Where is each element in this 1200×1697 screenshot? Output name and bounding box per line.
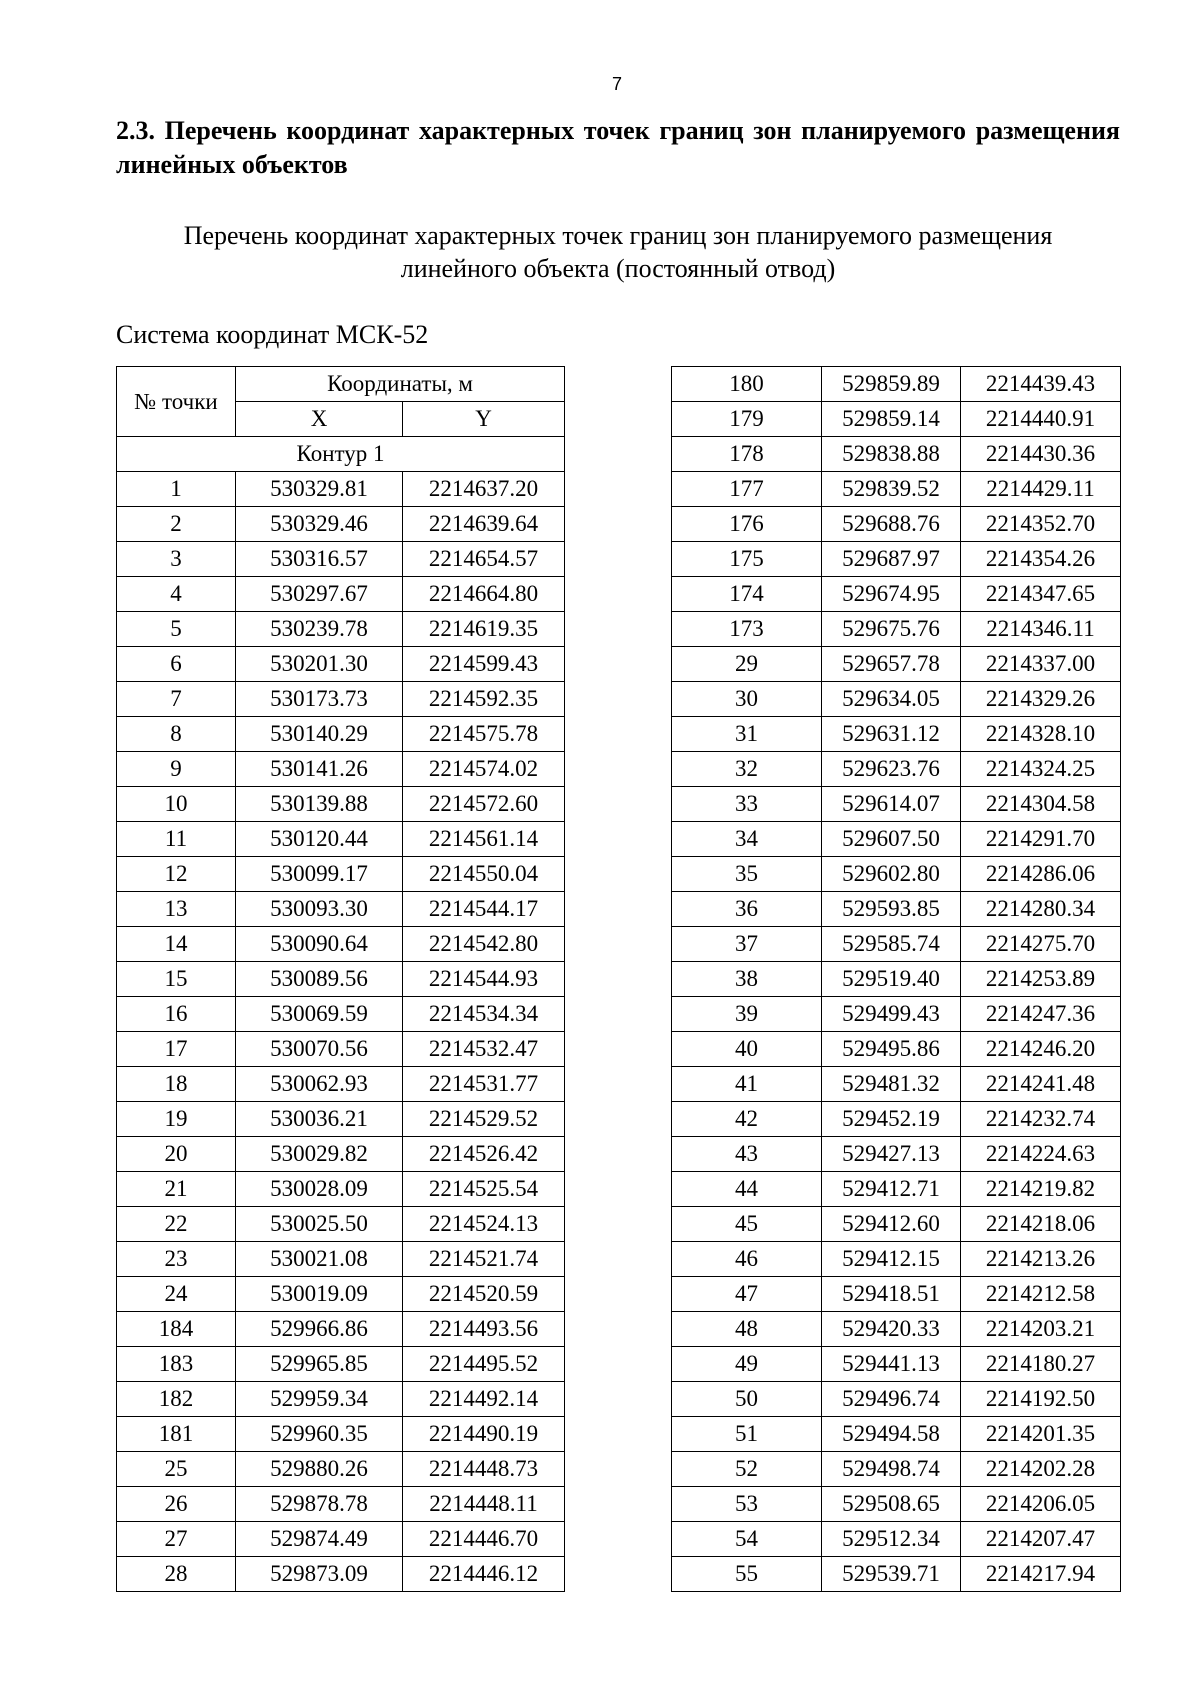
y-coordinate-cell: 2214448.11 [403,1487,565,1522]
y-coordinate-cell: 2214525.54 [403,1172,565,1207]
x-coordinate-cell: 530099.17 [236,857,403,892]
x-coordinate-cell: 529508.65 [822,1487,961,1522]
table-row [672,1487,1121,1522]
point-number-cell: 55 [672,1557,822,1592]
y-coordinate-cell: 2214492.14 [403,1382,565,1417]
table-row [117,962,565,997]
table-row [672,892,1121,927]
table-row [672,437,1121,472]
y-coordinate-cell: 2214664.80 [403,577,565,612]
x-coordinate-cell: 529623.76 [822,752,961,787]
table-row [672,857,1121,892]
x-coordinate-cell: 529602.80 [822,857,961,892]
y-coordinate-cell: 2214448.73 [403,1452,565,1487]
contour-label: Контур 1 [117,437,565,472]
y-coordinate-cell: 2214524.13 [403,1207,565,1242]
y-coordinate-cell: 2214217.94 [961,1557,1121,1592]
y-coordinate-cell: 2214619.35 [403,612,565,647]
table-row [672,997,1121,1032]
y-coordinate-cell: 2214275.70 [961,927,1121,962]
x-coordinate-cell: 529675.76 [822,612,961,647]
table-row [117,752,565,787]
x-coordinate-cell: 530036.21 [236,1102,403,1137]
y-coordinate-cell: 2214202.28 [961,1452,1121,1487]
x-coordinate-cell: 529878.78 [236,1487,403,1522]
table-row [672,1207,1121,1242]
y-coordinate-cell: 2214637.20 [403,472,565,507]
x-coordinate-cell: 529495.86 [822,1032,961,1067]
x-coordinate-cell: 530093.30 [236,892,403,927]
point-number-cell: 179 [672,402,822,437]
table-row [672,577,1121,612]
table-row [672,1347,1121,1382]
point-number-cell: 41 [672,1067,822,1102]
table-row [117,577,565,612]
y-coordinate-cell: 2214347.65 [961,577,1121,612]
x-coordinate-cell: 530316.57 [236,542,403,577]
table-row [117,682,565,717]
table-row [117,927,565,962]
y-coordinate-cell: 2214206.05 [961,1487,1121,1522]
x-coordinate-cell: 530140.29 [236,717,403,752]
x-coordinate-cell: 530025.50 [236,1207,403,1242]
y-coordinate-cell: 2214253.89 [961,962,1121,997]
x-coordinate-cell: 529412.71 [822,1172,961,1207]
table-row [672,1067,1121,1102]
point-number-cell: 42 [672,1102,822,1137]
x-coordinate-cell: 529412.15 [822,1242,961,1277]
table-row [117,507,565,542]
x-coordinate-cell: 530297.67 [236,577,403,612]
table-row [672,1277,1121,1312]
y-coordinate-cell: 2214654.57 [403,542,565,577]
coordinates-table-left [116,366,565,1592]
point-number-cell: 33 [672,787,822,822]
point-number-cell: 2 [117,507,236,542]
y-coordinate-cell: 2214532.47 [403,1032,565,1067]
table-row [672,822,1121,857]
x-coordinate-cell: 529607.50 [822,822,961,857]
point-number-cell: 44 [672,1172,822,1207]
y-coordinate-cell: 2214247.36 [961,997,1121,1032]
table-row [117,787,565,822]
x-coordinate-cell: 529965.85 [236,1347,403,1382]
x-coordinate-cell: 530090.64 [236,927,403,962]
table-row [117,1487,565,1522]
point-number-cell: 7 [117,682,236,717]
y-coordinate-cell: 2214544.17 [403,892,565,927]
coordinate-system-label: Система координат МСК-52 [116,320,429,349]
table-row [672,1312,1121,1347]
y-coordinate-cell: 2214213.26 [961,1242,1121,1277]
y-coordinate-cell: 2214207.47 [961,1522,1121,1557]
y-coordinate-cell: 2214599.43 [403,647,565,682]
point-number-cell: 5 [117,612,236,647]
table-row [672,1557,1121,1592]
y-coordinate-cell: 2214232.74 [961,1102,1121,1137]
x-coordinate-cell: 529966.86 [236,1312,403,1347]
table-caption-line-2: линейного объекта (постоянный отвод) [400,254,836,283]
point-number-cell: 39 [672,997,822,1032]
y-coordinate-cell: 2214328.10 [961,717,1121,752]
point-number-cell: 48 [672,1312,822,1347]
x-coordinate-cell: 529859.89 [822,367,961,402]
table-row [672,367,1121,402]
point-number-cell: 43 [672,1137,822,1172]
y-coordinate-cell: 2214561.14 [403,822,565,857]
y-coordinate-cell: 2214304.58 [961,787,1121,822]
point-number-cell: 176 [672,507,822,542]
table-row [672,752,1121,787]
point-number-cell: 53 [672,1487,822,1522]
table-row [117,1312,565,1347]
point-number-cell: 180 [672,367,822,402]
point-number-cell: 183 [117,1347,236,1382]
table-row [672,1452,1121,1487]
point-number-cell: 24 [117,1277,236,1312]
point-number-cell: 36 [672,892,822,927]
coordinates-table-right [671,366,1121,1592]
point-number-cell: 12 [117,857,236,892]
x-coordinate-cell: 529960.35 [236,1417,403,1452]
table-row [117,892,565,927]
point-number-cell: 46 [672,1242,822,1277]
point-number-cell: 181 [117,1417,236,1452]
x-coordinate-cell: 530070.56 [236,1032,403,1067]
x-coordinate-cell: 529614.07 [822,787,961,822]
table-row [672,402,1121,437]
point-number-cell: 173 [672,612,822,647]
point-number-cell: 3 [117,542,236,577]
section-title: 2.3. Перечень координат характерных точек границ зон планируемого размещения линейных объектов [116,116,1120,179]
point-number-cell: 52 [672,1452,822,1487]
table-row [672,717,1121,752]
y-coordinate-cell: 2214544.93 [403,962,565,997]
point-number-cell: 10 [117,787,236,822]
table-row [117,1347,565,1382]
point-number-cell: 182 [117,1382,236,1417]
y-coordinate-cell: 2214440.91 [961,402,1121,437]
y-coordinate-cell: 2214280.34 [961,892,1121,927]
x-coordinate-cell: 529657.78 [822,647,961,682]
x-coordinate-cell: 529874.49 [236,1522,403,1557]
table-row [117,1382,565,1417]
point-number-cell: 11 [117,822,236,857]
table-row [117,857,565,892]
point-number-cell: 26 [117,1487,236,1522]
table-row [672,1522,1121,1557]
y-coordinate-cell: 2214241.48 [961,1067,1121,1102]
table-row [117,1452,565,1487]
x-coordinate-cell: 529499.43 [822,997,961,1032]
x-coordinate-cell: 529539.71 [822,1557,961,1592]
x-coordinate-cell: 529634.05 [822,682,961,717]
x-coordinate-cell: 529585.74 [822,927,961,962]
table-row [117,1242,565,1277]
y-coordinate-cell: 2214201.35 [961,1417,1121,1452]
point-number-cell: 4 [117,577,236,612]
x-coordinate-cell: 529512.34 [822,1522,961,1557]
point-number-cell: 54 [672,1522,822,1557]
y-coordinate-cell: 2214219.82 [961,1172,1121,1207]
x-coordinate-cell: 529859.14 [822,402,961,437]
point-number-cell: 38 [672,962,822,997]
point-number-cell: 27 [117,1522,236,1557]
x-coordinate-cell: 529519.40 [822,962,961,997]
point-number-cell: 177 [672,472,822,507]
x-coordinate-cell: 529494.58 [822,1417,961,1452]
point-number-cell: 25 [117,1452,236,1487]
point-number-cell: 50 [672,1382,822,1417]
y-coordinate-cell: 2214446.70 [403,1522,565,1557]
point-number-cell: 32 [672,752,822,787]
y-coordinate-cell: 2214224.63 [961,1137,1121,1172]
point-number-cell: 13 [117,892,236,927]
table-caption [116,219,1120,285]
y-coordinate-cell: 2214192.50 [961,1382,1121,1417]
point-number-cell: 19 [117,1102,236,1137]
y-coordinate-cell: 2214203.21 [961,1312,1121,1347]
x-coordinate-cell: 529481.32 [822,1067,961,1102]
x-coordinate-cell: 529674.95 [822,577,961,612]
table-row [117,1067,565,1102]
y-coordinate-cell: 2214352.70 [961,507,1121,542]
left-table-body [117,472,565,1592]
x-coordinate-cell: 530173.73 [236,682,403,717]
table-row [672,1032,1121,1067]
x-coordinate-cell: 530139.88 [236,787,403,822]
y-coordinate-cell: 2214521.74 [403,1242,565,1277]
point-number-cell: 51 [672,1417,822,1452]
y-coordinate-cell: 2214574.02 [403,752,565,787]
table-row [117,717,565,752]
y-coordinate-cell: 2214346.11 [961,612,1121,647]
point-number-cell: 47 [672,1277,822,1312]
table-row [672,1137,1121,1172]
table-row [117,1277,565,1312]
y-coordinate-cell: 2214639.64 [403,507,565,542]
table-row [117,1172,565,1207]
x-coordinate-cell: 530239.78 [236,612,403,647]
point-number-cell: 9 [117,752,236,787]
y-coordinate-cell: 2214329.26 [961,682,1121,717]
x-coordinate-cell: 530329.81 [236,472,403,507]
table-row [117,1522,565,1557]
y-coordinate-cell: 2214550.04 [403,857,565,892]
contour-row [117,437,565,472]
header-row [117,367,565,402]
y-coordinate-cell: 2214490.19 [403,1417,565,1452]
y-coordinate-cell: 2214324.25 [961,752,1121,787]
y-coordinate-cell: 2214291.70 [961,822,1121,857]
x-coordinate-cell: 529839.52 [822,472,961,507]
table-row [117,647,565,682]
table-row [117,1032,565,1067]
point-number-cell: 14 [117,927,236,962]
x-coordinate-cell: 529420.33 [822,1312,961,1347]
y-coordinate-cell: 2214286.06 [961,857,1121,892]
point-number-cell: 23 [117,1242,236,1277]
x-coordinate-cell: 529880.26 [236,1452,403,1487]
x-coordinate-cell: 529631.12 [822,717,961,752]
table-row [672,542,1121,577]
x-coordinate-cell: 529593.85 [822,892,961,927]
x-coordinate-cell: 530069.59 [236,997,403,1032]
y-coordinate-cell: 2214337.00 [961,647,1121,682]
y-header: Y [403,402,565,437]
x-coordinate-cell: 530141.26 [236,752,403,787]
y-coordinate-cell: 2214495.52 [403,1347,565,1382]
point-number-cell: 35 [672,857,822,892]
table-row [117,1207,565,1242]
y-coordinate-cell: 2214592.35 [403,682,565,717]
y-coordinate-cell: 2214180.27 [961,1347,1121,1382]
y-coordinate-cell: 2214529.52 [403,1102,565,1137]
table-row [117,1417,565,1452]
y-coordinate-cell: 2214218.06 [961,1207,1121,1242]
table-row [672,787,1121,822]
point-number-cell: 18 [117,1067,236,1102]
point-number-cell: 8 [117,717,236,752]
point-number-cell: 174 [672,577,822,612]
x-coordinate-cell: 530028.09 [236,1172,403,1207]
x-coordinate-cell: 530120.44 [236,822,403,857]
table-row [672,1417,1121,1452]
point-number-cell: 16 [117,997,236,1032]
point-number-cell: 49 [672,1347,822,1382]
y-coordinate-cell: 2214439.43 [961,367,1121,402]
table-row [117,472,565,507]
table-row [672,612,1121,647]
point-number-cell: 21 [117,1172,236,1207]
y-coordinate-cell: 2214531.77 [403,1067,565,1102]
y-coordinate-cell: 2214572.60 [403,787,565,822]
x-coordinate-cell: 530021.08 [236,1242,403,1277]
point-number-cell: 178 [672,437,822,472]
point-number-cell: 30 [672,682,822,717]
point-number-cell: 28 [117,1557,236,1592]
table-row [672,927,1121,962]
table-row [117,612,565,647]
y-coordinate-cell: 2214493.56 [403,1312,565,1347]
table-row [672,1172,1121,1207]
x-header: X [236,402,403,437]
y-coordinate-cell: 2214526.42 [403,1137,565,1172]
point-number-cell: 29 [672,647,822,682]
x-coordinate-cell: 530029.82 [236,1137,403,1172]
y-coordinate-cell: 2214534.34 [403,997,565,1032]
x-coordinate-cell: 529838.88 [822,437,961,472]
x-coordinate-cell: 529441.13 [822,1347,961,1382]
page-number: 7 [611,74,622,94]
table-row [672,1382,1121,1417]
point-number-cell: 15 [117,962,236,997]
x-coordinate-cell: 530019.09 [236,1277,403,1312]
table-row [672,507,1121,542]
table-row [117,1557,565,1592]
x-coordinate-cell: 529688.76 [822,507,961,542]
table-row [117,997,565,1032]
x-coordinate-cell: 529873.09 [236,1557,403,1592]
coordinates-header: Координаты, м [236,367,565,402]
y-coordinate-cell: 2214520.59 [403,1277,565,1312]
point-number-cell: 40 [672,1032,822,1067]
point-number-cell: 184 [117,1312,236,1347]
right-table-body [672,367,1121,1592]
table-row [672,472,1121,507]
x-coordinate-cell: 529427.13 [822,1137,961,1172]
x-coordinate-cell: 529959.34 [236,1382,403,1417]
point-number-cell: 17 [117,1032,236,1067]
table-row [117,822,565,857]
point-number-cell: 31 [672,717,822,752]
point-number-cell: 22 [117,1207,236,1242]
y-coordinate-cell: 2214430.36 [961,437,1121,472]
point-number-cell: 1 [117,472,236,507]
table-row [117,542,565,577]
point-number-cell: 175 [672,542,822,577]
y-coordinate-cell: 2214575.78 [403,717,565,752]
y-coordinate-cell: 2214212.58 [961,1277,1121,1312]
y-coordinate-cell: 2214429.11 [961,472,1121,507]
x-coordinate-cell: 529687.97 [822,542,961,577]
x-coordinate-cell: 529496.74 [822,1382,961,1417]
table-row [672,1102,1121,1137]
x-coordinate-cell: 530089.56 [236,962,403,997]
table-row [672,647,1121,682]
point-number-cell: 20 [117,1137,236,1172]
y-coordinate-cell: 2214246.20 [961,1032,1121,1067]
x-coordinate-cell: 529452.19 [822,1102,961,1137]
y-coordinate-cell: 2214542.80 [403,927,565,962]
table-row [672,962,1121,997]
x-coordinate-cell: 529498.74 [822,1452,961,1487]
table-row [672,1242,1121,1277]
table-row [117,1137,565,1172]
y-coordinate-cell: 2214354.26 [961,542,1121,577]
x-coordinate-cell: 529418.51 [822,1277,961,1312]
point-number-cell: 45 [672,1207,822,1242]
table-row [672,682,1121,717]
point-number-header: № точки [117,367,236,437]
table-row [117,1102,565,1137]
x-coordinate-cell: 530201.30 [236,647,403,682]
x-coordinate-cell: 530329.46 [236,507,403,542]
x-coordinate-cell: 530062.93 [236,1067,403,1102]
table-caption-line-1: Перечень координат характерных точек границ зон планируемого размещения [183,221,1053,250]
point-number-cell: 37 [672,927,822,962]
x-coordinate-cell: 529412.60 [822,1207,961,1242]
point-number-cell: 6 [117,647,236,682]
point-number-cell: 34 [672,822,822,857]
y-coordinate-cell: 2214446.12 [403,1557,565,1592]
